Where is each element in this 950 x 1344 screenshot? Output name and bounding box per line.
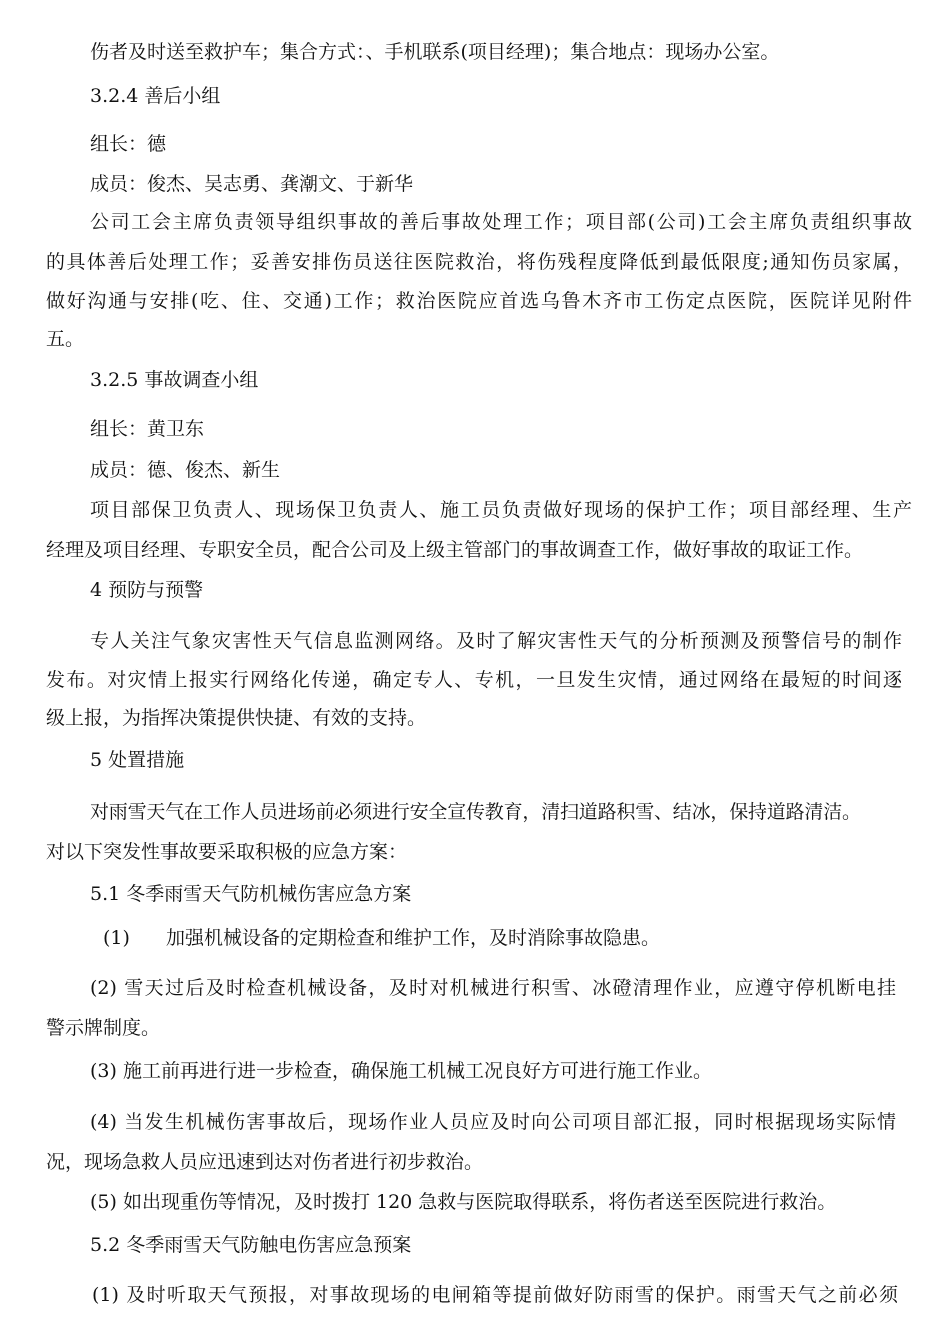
section-heading: 5 处置措施 [90,749,185,771]
paragraph-line: 公司工会主席负责领导组织事故的善后事故处理工作；项目部(公司)工会主席负责组织事故 [90,211,912,233]
section-heading: 3.2.5 事故调查小组 [90,369,259,391]
text-line: 伤者及时送至救护车；集合方式：、手机联系(项目经理)；集合地点：现场办公室。 [90,41,780,63]
section-heading: 5.1 冬季雨雪天气防机械伤害应急方案 [90,883,412,905]
paragraph-line: 对雨雪天气在工作人员进场前必须进行安全宣传教育，清扫道路积雪、结冰，保持道路清洁。 [90,801,861,823]
paragraph-line: 项目部保卫负责人、现场保卫负责人、施工员负责做好现场的保护工作；项目部经理、生产 [90,499,912,521]
section-heading: 5.2 冬季雨雪天气防触电伤害应急预案 [90,1234,412,1256]
section-heading: 4 预防与预警 [90,579,204,601]
paragraph-line: 五。 [46,328,85,350]
list-item: (3) 施工前再进行进一步检查，确保施工机械工况良好方可进行施工作业。 [90,1060,712,1082]
text-line: 组长：德 [90,133,167,155]
list-item: 加强机械设备的定期检查和维护工作，及时消除事故隐患。 [166,927,661,949]
paragraph-line: 发布。对灾情上报实行网络化传递，确定专人、专机，一旦发生灾情，通过网络在最短的时间逐 [46,669,902,691]
paragraph-line: 做好沟通与安排(吃、住、交通)工作；救治医院应首选乌鲁木齐市工伤定点医院，医院详见附件 [46,290,912,312]
paragraph-line: 对以下突发性事故要采取积极的应急方案： [46,841,408,863]
paragraph-line: 专人关注气象灾害性天气信息监测网络。及时了解灾害性天气的分析预测及预警信号的制作 [90,630,902,652]
paragraph-line: 况，现场急救人员应迅速到达对伤者进行初步救治。 [46,1151,484,1173]
paragraph-line: 经理及项目经理、专职安全员，配合公司及上级主管部门的事故调查工作，做好事故的取证工作。 [46,539,864,561]
list-number: (1) [103,927,130,949]
list-item: (1) 及时听取天气预报，对事故现场的电闸箱等提前做好防雨雪的保护。雨雪天气之前必须 [92,1284,898,1306]
paragraph-line: 的具体善后处理工作；妥善安排伤员送往医院救治，将伤残程度降低到最低限度;通知伤员家属， [46,251,912,273]
section-heading: 3.2.4 善后小组 [90,85,221,107]
text-line: 组长：黄卫东 [90,418,205,440]
paragraph-line: 警示牌制度。 [46,1017,161,1039]
text-line: 成员：俊杰、吴志勇、龚潮文、于新华 [90,173,414,195]
list-item: (5) 如出现重伤等情况，及时拨打 120 急救与医院取得联系，将伤者送至医院进行救治。 [90,1191,837,1213]
list-item: (2) 雪天过后及时检查机械设备，及时对机械进行积雪、冰磴清理作业，应遵守停机断电挂 [90,977,896,999]
list-item: (4) 当发生机械伤害事故后，现场作业人员应及时向公司项目部汇报，同时根据现场实际情 [90,1111,896,1133]
paragraph-line: 级上报，为指挥决策提供快捷、有效的支持。 [46,707,427,729]
text-line: 成员：德、俊杰、新生 [90,459,281,481]
